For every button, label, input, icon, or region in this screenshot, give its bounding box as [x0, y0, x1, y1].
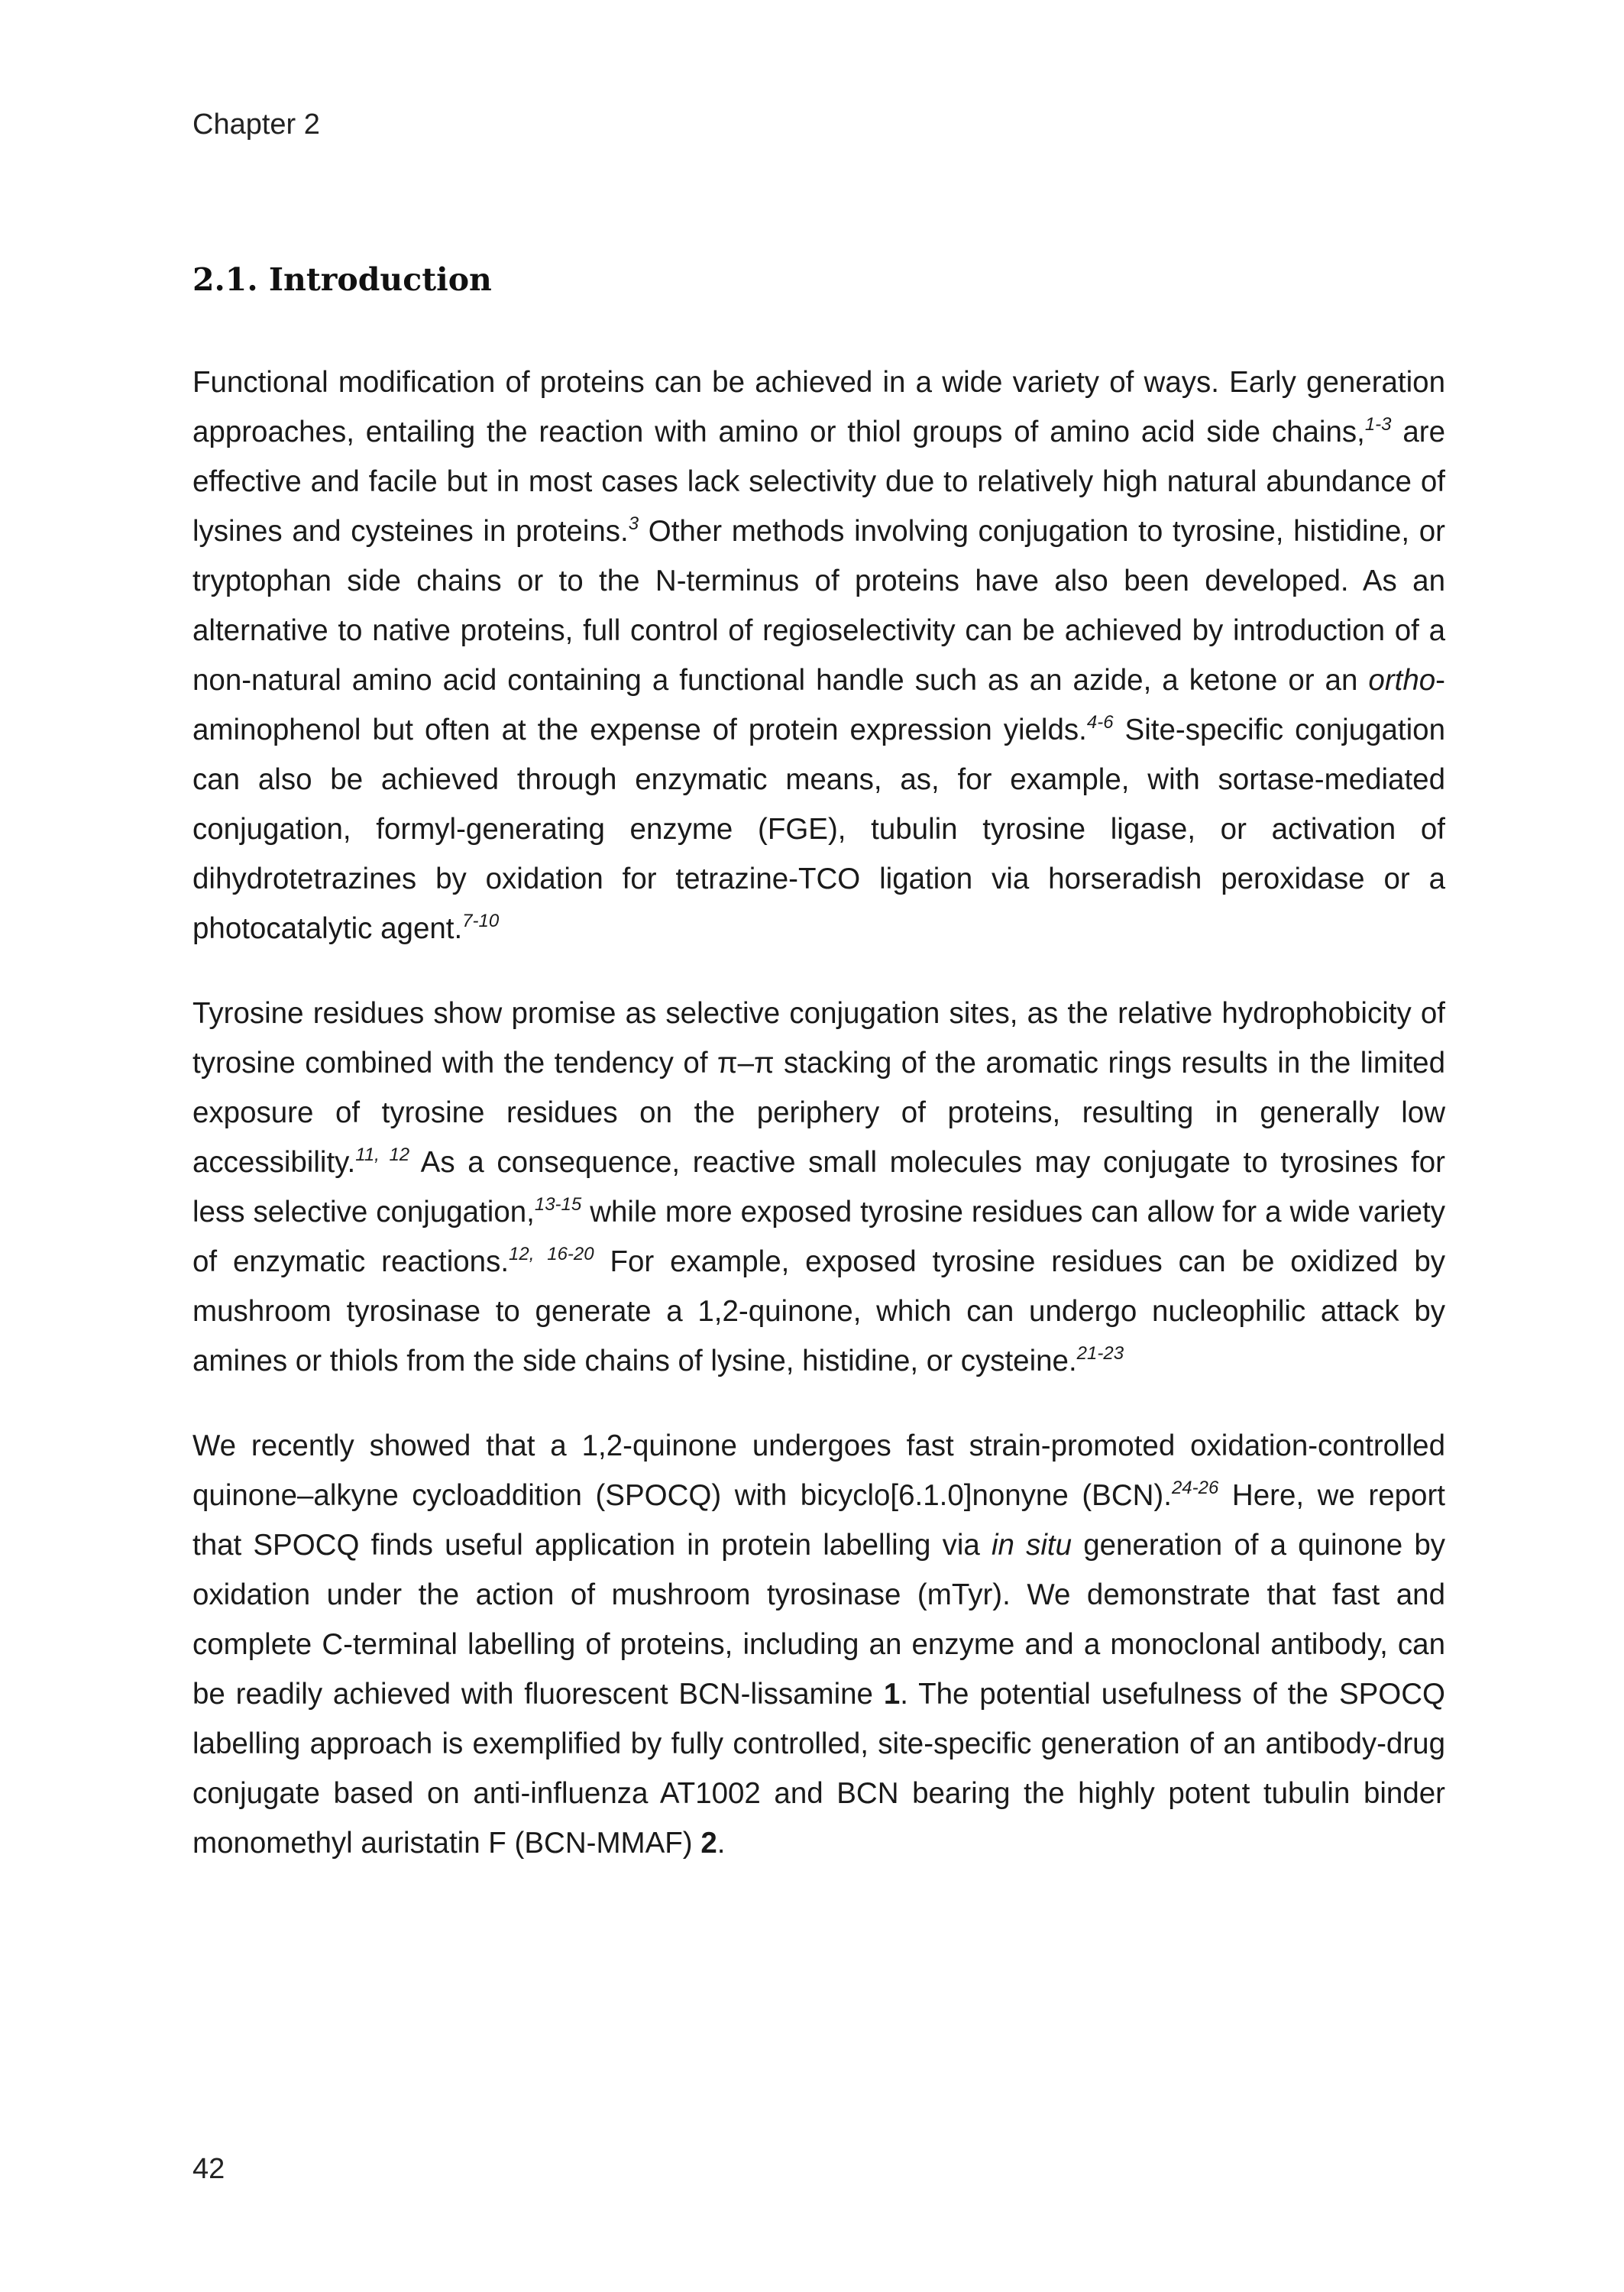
text-run: Tyrosine residues show promise as selective conjugation sites, as the relative hydrophobicity of tyrosine combined with the tendency of π–π stacking of the aromatic rings results in the limited exposure of tyrosine residues on the periphery of proteins, resulting in generally low accessibility.	[192, 997, 1445, 1179]
citation-reference: 7-10	[462, 911, 500, 931]
citation-reference: 24-26	[1171, 1478, 1219, 1498]
text-run: while more exposed tyrosine residues can allow for a wide variety of enzymatic reactions.	[192, 1196, 1445, 1278]
citation-reference: 12, 16-20	[509, 1244, 594, 1264]
text-run: For example, exposed tyrosine residues can be oxidized by mushroom tyrosinase to generate a 1,2-quinone, which can undergo nucleophilic attack by amines or thiols from the side chains of lysine, histidine, or cysteine.	[192, 1245, 1445, 1377]
italic-term: in situ	[992, 1529, 1072, 1562]
text-run: generation of a quinone by oxidation under the action of mushroom tyrosinase (mTyr). We demonstrate that fast and complete C-terminal labelling of proteins, including an enzyme and a monoclonal antibody, can be readily achieved with fluorescent BCN-lissamine	[192, 1529, 1445, 1711]
citation-reference: 21-23	[1076, 1343, 1124, 1364]
text-run: -aminophenol but often at the expense of protein expression yields.	[192, 664, 1445, 746]
text-run: As a consequence, reactive small molecules may conjugate to tyrosines for less selective conjugation,	[192, 1146, 1446, 1229]
italic-term: ortho	[1368, 664, 1436, 697]
text-run: Other methods involving conjugation to tyrosine, histidine, or tryptophan side chains or to the N-terminus of proteins have also been developed. As an alternative to native proteins, full control of regioselectivity can be achieved by introduction of a non-natural amino acid containing a functional handle such as an azide, a ketone or an	[192, 515, 1445, 697]
citation-reference: 1-3	[1364, 414, 1392, 435]
text-run: Site-specific conjugation can also be achieved through enzymatic means, as, for example, with sortase-mediated conjugation, formyl-generating enzyme (FGE), tubulin tyrosine ligase, or activation of dihydrotetrazines by oxidation for tetrazine-TCO ligation via horseradish peroxidase or a photocatalytic agent.	[192, 714, 1446, 945]
running-head: Chapter 2	[192, 108, 320, 141]
paragraph	[192, 358, 1445, 953]
text-run: Functional modification of proteins can be achieved in a wide variety of ways. Early generation approaches, entailing the reaction with amino or thiol groups of amino acid side chains,	[192, 366, 1445, 448]
text-run: .	[717, 1827, 726, 1860]
citation-reference: 4-6	[1086, 712, 1114, 733]
compound-number: 2	[700, 1827, 717, 1860]
page-number: 42	[192, 2153, 225, 2185]
text-run: We recently showed that a 1,2-quinone undergoes fast strain-promoted oxidation-controlled quinone–alkyne cycloaddition (SPOCQ) with bicyclo[6.1.0]nonyne (BCN).	[192, 1429, 1445, 1512]
body-text	[192, 358, 1445, 1903]
citation-reference: 11, 12	[355, 1144, 410, 1165]
citation-reference: 13-15	[534, 1194, 582, 1215]
paragraph	[192, 989, 1445, 1386]
compound-number: 1	[883, 1678, 901, 1711]
text-run: . The potential usefulness of the SPOCQ labelling approach is exemplified by fully controlled, site-specific generation of an antibody-drug conjugate based on anti-influenza AT1002 and BCN bearing the highly potent tubulin binder monomethyl auristatin F (BCN-MMAF)	[192, 1678, 1445, 1860]
text-run: are effective and facile but in most cases lack selectivity due to relatively high natural abundance of lysines and cysteines in proteins.	[192, 416, 1445, 548]
text-run: Here, we report that SPOCQ finds useful application in protein labelling via	[192, 1479, 1445, 1562]
paragraph	[192, 1421, 1445, 1868]
citation-reference: 3	[628, 513, 639, 534]
section-heading: 2.1. Introduction	[192, 261, 492, 298]
